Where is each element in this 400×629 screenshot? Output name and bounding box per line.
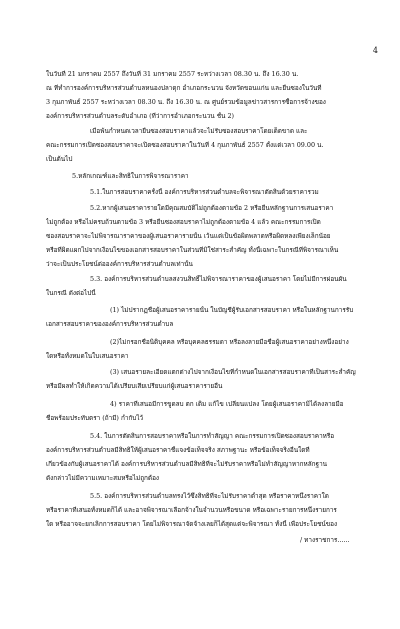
para-1-line-1: ในวันที่ 21 มกราคม 2557 ถึงวันที่ 31 มกราคม 2557 ระหว่างเวลา 08.30 น. ถึง 16.30 น. bbox=[46, 70, 299, 78]
para-1-line-2: ณ ที่ทำการองค์การบริหารส่วนตำบลหนองปลาดุก อำเภอกระนวน จังหวัดขอนแก่น และยื่นซองในวันที่ bbox=[46, 84, 322, 92]
para-5-4-line-3: เกี่ยวข้องกับผู้เสนอราคาได้ องค์การบริหารส่วนตำบลมีสิทธิที่จะไม่รับราคาหรือไม่ทำสัญญาหากหลักฐาน bbox=[46, 460, 328, 468]
para-2-line-3: เป็นต้นไป bbox=[46, 155, 73, 163]
para-2-line-2: คณะกรรมการเปิดซองสอบราคาจะเปิดซองสอบราคาในวันที่ 4 กุมภาพันธ์ 2557 ตั้งแต่เวลา 09.00 น. bbox=[46, 141, 324, 149]
para-5-2-line-4: หรือที่ผิดแผกไปจากเงื่อนไขของเอกสารสอบราคาในส่วนที่มิใช่สาระสำคัญ ทั้งนี้เฉพาะในกรณีที่พิจารณาเห็น bbox=[46, 246, 339, 254]
page-number: 4 bbox=[372, 46, 378, 55]
para-5-2-line-2: ไม่ถูกต้อง หรือไม่ครบถ้วนตามข้อ 3 หรือยื่นซองสอบราคาไม่ถูกต้องตามข้อ 4 แล้ว คณะกรรมการเปิด bbox=[46, 218, 321, 226]
para-5-2-line-5: ว่าจะเป็นประโยชน์ต่อองค์การบริหารส่วนตำบลเท่านั้น bbox=[46, 260, 193, 268]
item-3-line-2: หรือมีผลทำให้เกิดความได้เปรียบเสียเปรียบแก่ผู้เสนอราคารายอื่น bbox=[46, 382, 223, 390]
para-5-3-line-2: ในกรณี ดังต่อไปนี้ bbox=[46, 289, 96, 297]
para-5-4-line-1: 5.4. ในการตัดสินการสอบราคาหรือในการทำสัญญา คณะกรรมการเปิดซองสอบราคาหรือ bbox=[90, 432, 335, 440]
para-5-5-line-2: หรือราคาที่เสนอทั้งหมดก็ได้ และอาจพิจารณาเลือกจ้างในจำนวนหรือขนาด หรือเฉพาะรายการหนึ่งรายการ bbox=[46, 506, 337, 514]
para-1-line-4: องค์การบริหารส่วนตำบลระดับอำเภอ (ที่ว่าการอำเภอกระนวน ชั้น 2) bbox=[46, 112, 235, 120]
continued-marker: / ทางราชการ...... bbox=[300, 536, 350, 544]
item-2-line-2: ใดหรือทั้งหมดในใบเสนอราคา bbox=[46, 352, 129, 360]
item-1-line-2: เอกสารสอบราคาขององค์การบริหารส่วนตำบล bbox=[46, 320, 174, 328]
para-5-5-line-1: 5.5. องค์การบริหารส่วนตำบลทรงไว้ซึ่งสิทธิที่จะไม่รับราคาต่ำสุด หรือราคาหนึ่งราคาใด bbox=[90, 492, 329, 500]
para-5-2-line-3: ซองสอบราคาจะไม่พิจารณาราคาของผู้เสนอราคารายนั้น เว้นแต่เป็นข้อผิดพลาดหรือผิดหลงเพียงเล็กน้อย bbox=[46, 232, 331, 240]
para-5-1-line-1: 5.1.ในการสอบราคาครั้งนี้ องค์การบริหารส่วนตำบลจะพิจารณาตัดสินด้วยราคารวม bbox=[90, 188, 319, 196]
item-4-line-2: ชื่อพร้อมประทับตรา (ถ้ามี) กำกับไว้ bbox=[46, 414, 144, 422]
item-3-line-1: (3) เสนอรายละเอียดแตกต่างไปจากเงื่อนไขที่กำหนดในเอกสารสอบราคาที่เป็นสาระสำคัญ bbox=[110, 368, 356, 376]
para-5-5-line-3: ใด หรืออาจจะยกเลิกการสอบราคา โดยไม่พิจารณาจัดจ้างเลยก็ได้สุดแต่จะพิจารณา ทั้งนี้ เพื่อประโยชน์ของ bbox=[46, 520, 338, 528]
para-5-4-line-4: ดังกล่าวไม่มีความเหมาะสมหรือไม่ถูกต้อง bbox=[46, 474, 160, 482]
para-5-2-line-1: 5.2.หากผู้เสนอราคารายใดมีคุณสมบัติไม่ถูกต้องตามข้อ 2 หรือยื่นหลักฐานการเสนอราคา bbox=[90, 204, 334, 212]
para-5-4-line-2: องค์การบริหารส่วนตำบลมีสิทธิให้ผู้เสนอราคาชี้แจงข้อเท็จจริง สภาพฐานะ หรือข้อเท็จจริงอื่นใดที่ bbox=[46, 446, 310, 454]
para-5-3-line-1: 5.3. องค์การบริหารส่วนตำบลสงวนสิทธิ์ไม่พิจารณาราคาของผู้เสนอราคา โดยไม่มีการผ่อนผัน bbox=[90, 275, 347, 283]
item-1-line-1: (1) ไม่ปรากฏชื่อผู้เสนอราคารายนั้น ในบัญชีผู้รับเอกสารสอบราคา หรือในหลักฐานการรับ bbox=[110, 306, 354, 314]
item-2-line-1: (2)ไม่กรอกชื่อนิติบุคคล หรือบุคคลธรรมดา หรือลงลายมือชื่อผู้เสนอราคาอย่างหนึ่งอย่าง bbox=[110, 338, 349, 346]
para-1-line-3: 3 กุมภาพันธ์ 2557 ระหว่างเวลา 08.30 น. ถึง 16.30 น. ณ ศูนย์รวมข้อมูลข่าวสารการซื้อการจ้างของ bbox=[46, 98, 326, 106]
para-2-line-1: เมื่อพ้นกำหนดเวลายื่นซองสอบราคาแล้วจะไม่รับซองสอบราคาโดยเด็ดขาด และ bbox=[90, 127, 308, 135]
item-4-line-1: 4) ราคาที่เสนอมีการขูดลบ ตก เติม แก้ไข เปลี่ยนแปลง โดยผู้เสนอราคามิได้ลงลายมือ bbox=[110, 400, 344, 408]
section-heading: 5.หลักเกณฑ์และสิทธิในการพิจารณาราคา bbox=[72, 172, 189, 180]
